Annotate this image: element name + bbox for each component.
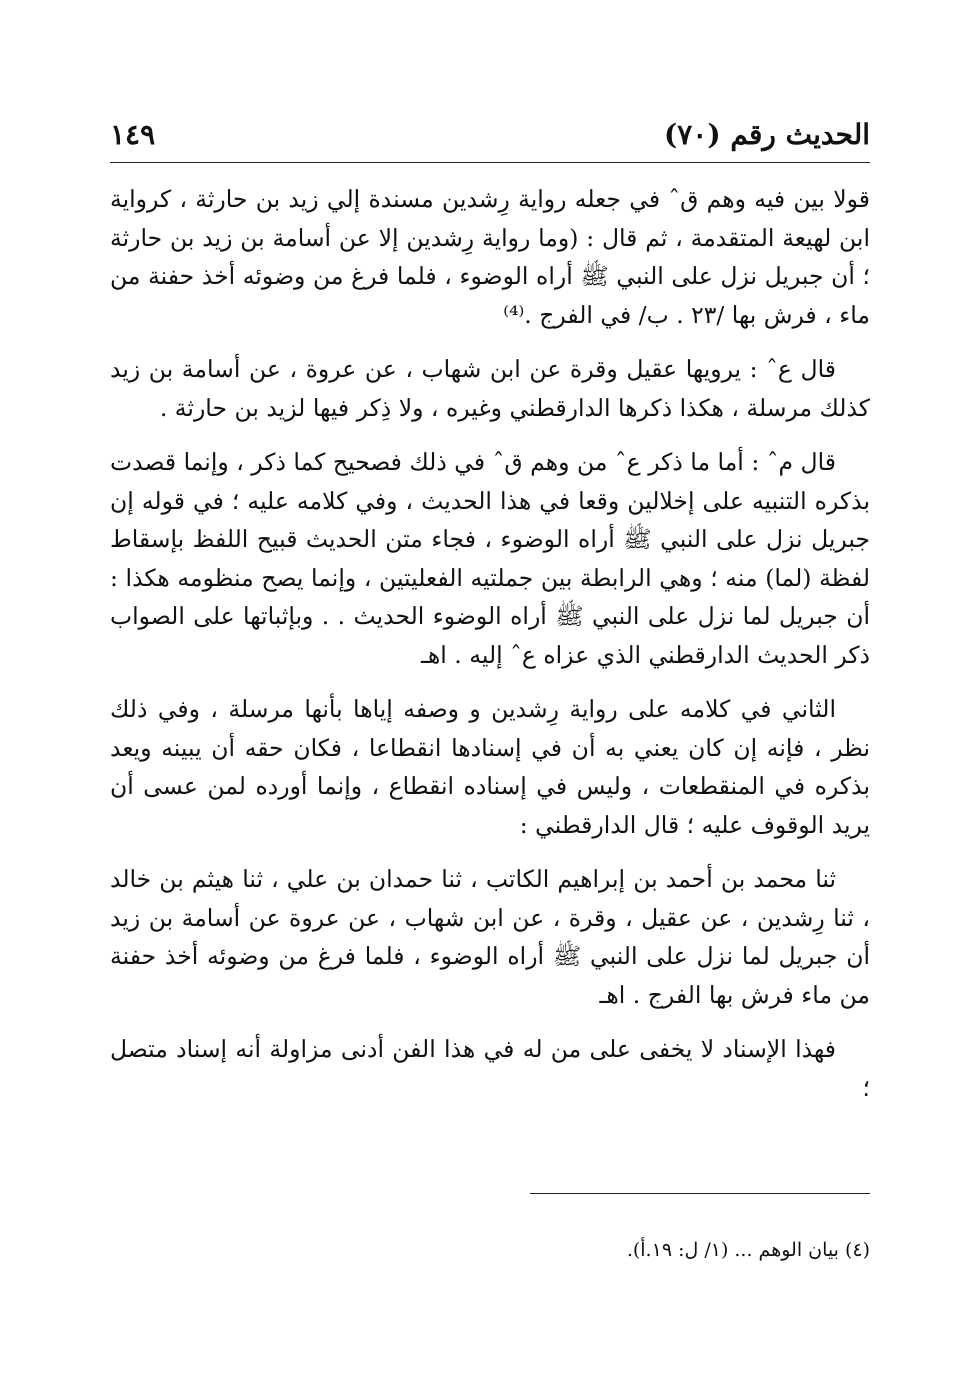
page-number: ١٤٩ (110, 117, 156, 151)
paragraph: قال مˆ : أما ما ذكر عˆ من وهم قˆ في ذلك فصحيح كما ذكر ، وإنما قصدت بذكره التنبيه على إخلالين وقعا في هذا الحديث ، وفي كلامه عليه ؛ في قوله إن جبريل نزل على النبي ﷺ أراه الوضوء ، فجاء متن الحديث قبيح اللفظ بإسقاط لفظة (لما) منه ؛ وهي الرابطة بين جملتيه الفعليتين ، وإنما يصح منظومه هكذا : أن جبريل لما نزل على النبي ﷺ أراه الوضوء الحديث . . وبإثباتها على الصواب ذكر الحديث الدارقطني الذي عزاه عˆ إليه . اهـ (110, 448, 870, 669)
header-rule (110, 162, 870, 163)
body-text (110, 180, 870, 1123)
footnote: (٤) بيان الوهم ... (١/ ل: ١٩.أ). (626, 1239, 870, 1261)
paragraph: ثنا محمد بن أحمد بن إبراهيم الكاتب ، ثنا حمدان بن علي ، ثنا هيثم بن خالد ، ثنا رِشدين ، عن عقيل ، وقرة ، عن ابن شهاب ، عن عروة عن أسامة بن زيد أن جبريل لما نزل على النبي ﷺ أراه الوضوء ، فلما فرغ من وضوئه أخذ حفنة من ماء فرش بها الفرج . اهـ (110, 865, 870, 1009)
paragraph: قال عˆ : يرويها عقيل وقرة عن ابن شهاب ، عن عروة ، عن أسامة بن زيد كذلك مرسلة ، هكذا ذكرها الدارقطني وغيره ، ولا ذِكر فيها لزيد بن حارثة . (110, 355, 870, 422)
footnote-rule (530, 1193, 870, 1194)
paragraph: الثاني في كلامه على رواية رِشدين و وصفه إياها بأنها مرسلة ، وفي ذلك نظر ، فإنه إن كان يعني به أن في إسنادها انقطاعا ، فكان حقه أن يبينه ويعد بذكره في المنقطعات ، وليس في إسناده انقطاع ، وإنما أورده لمن عسى أن يريد الوقوف عليه ؛ قال الدارقطني : (110, 695, 870, 839)
chapter-title: الحديث رقم (٧٠) (664, 117, 870, 151)
running-header (110, 112, 870, 156)
paragraph: قولا بين فيه وهم قˆ في جعله رواية رِشدين مسندة إلي زيد بن حارثة ، كرواية ابن لهيعة المتقدمة ، ثم قال : (وما رواية رِشدين إلا عن أسامة بن زيد بن حارثة ؛ أن جبريل نزل على النبي ﷺ أراه الوضوء ، فلما فرغ من وضوئه أخذ حفنة من ماء ، فرش بها /٢٣ . ب/ في الفرج .⁽⁴⁾ (110, 185, 870, 329)
paragraph: فهذا الإسناد لا يخفى على من له في هذا الفن أدنى مزاولة أنه إسناد متصل ؛ (110, 1035, 870, 1102)
